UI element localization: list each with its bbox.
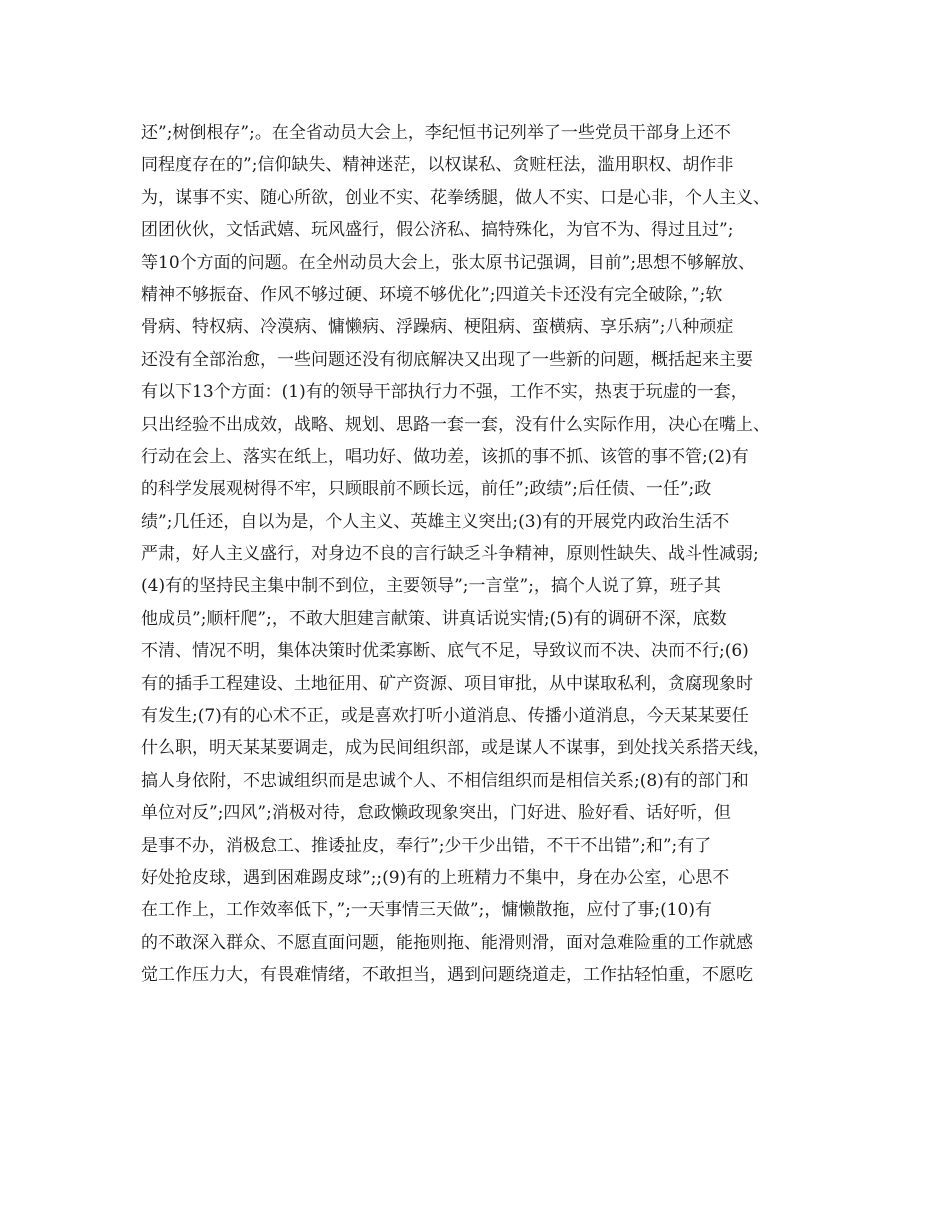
text-line: 是事不办，消极怠工、推诿扯皮，奉行”;少干少出错，不干不出错”;和”;有了 bbox=[141, 835, 712, 856]
text-line: 还”;树倒根存”;。在全省动员大会上，李纪恒书记列举了一些党员干部身上还不 bbox=[141, 123, 731, 143]
text-line: (4)有的坚持民主集中制不到位，主要领导”;一言堂”;，搞个人说了算，班子其 bbox=[141, 576, 721, 597]
text-line: 什么职，明天某某要调走，成为民间组织部，或是谋人不谋事，到处找关系搭天线， bbox=[141, 738, 770, 759]
text-line: 还没有全部治愈，一些问题还没有彻底解决又出现了一些新的问题，概括起来主要 bbox=[141, 349, 753, 370]
text-line: 有发生;(7)有的心术不正，或是喜欢打听小道消息、传播小道消息，今天某某要任 bbox=[141, 706, 749, 727]
text-line: 搞人身依附，不忠诚组织而是忠诚个人、不相信组织而是相信关系;(8)有的部门和 bbox=[141, 770, 749, 791]
text-line: 严肃，好人主义盛行，对身边不良的言行缺乏斗争精神，原则性缺失、战斗性减弱; bbox=[141, 544, 759, 565]
text-line: 的不敢深入群众、不愿直面问题，能拖则拖、能滑则滑，面对急难险重的工作就感 bbox=[141, 932, 753, 953]
text-line: 同程度存在的”;信仰缺失、精神迷茫，以权谋私、贪赃枉法，滥用职权、胡作非 bbox=[141, 155, 734, 176]
text-line: 为，谋事不实、随心所欲，创业不实、花拳绣腿，做人不实、口是心非，个人主义、 bbox=[141, 187, 770, 208]
text-line: 等10个方面的问题。在全州动员大会上，张太原书记强调，目前”;思想不够解放、 bbox=[141, 252, 756, 273]
text-line: 不清、情况不明，集体决策时优柔寡断、底气不足，导致议而不决、决而不行;(6) bbox=[141, 641, 749, 662]
text-line: 有以下13个方面：(1)有的领导干部执行力不强，工作不实，热衷于玩虚的一套， bbox=[141, 382, 748, 403]
text-line: 行动在会上、落实在纸上，唱功好、做功差，该抓的事不抓、该管的事不管;(2)有 bbox=[141, 446, 749, 467]
text-line: 团团伙伙，文恬武嬉、玩风盛行，假公济私、搞特殊化，为官不为、得过且过”; bbox=[141, 220, 734, 241]
text-line: 精神不够振奋、作风不够过硬、环境不够优化”;四道关卡还没有完全破除，”;软 bbox=[141, 284, 723, 305]
text-line: 的科学发展观树得不牢，只顾眼前不顾长远，前任”;政绩”;后任债、一任”;政 bbox=[141, 479, 712, 500]
text-line: 只出经验不出成效，战略、规划、思路一套一套，没有什么实际作用，决心在嘴上、 bbox=[141, 414, 770, 435]
text-line: 好处抢皮球，遇到困难踢皮球”;;(9)有的上班精力不集中，身在办公室，心思不 bbox=[141, 867, 730, 888]
text-line: 有的插手工程建设、土地征用、矿产资源、项目审批，从中谋取私利，贪腐现象时 bbox=[141, 673, 753, 694]
text-line: 在工作上，工作效率低下，”;一天事情三天做”;，慵懒散拖，应付了事;(10)有 bbox=[141, 900, 712, 921]
text-line: 绩”;几任还，自以为是，个人主义、英雄主义突出;(3)有的开展党内政治生活不 bbox=[141, 511, 730, 532]
body-text bbox=[141, 117, 821, 992]
text-line: 他成员”;顺杆爬”;，不敢大胆建言献策、讲真话说实情;(5)有的调研不深，底数 bbox=[141, 608, 727, 629]
text-line: 单位对反”;四风”;消极对待，怠政懒政现象突出，门好进、脸好看、话好听，但 bbox=[141, 803, 731, 824]
text-line: 骨病、特权病、冷漠病、慵懒病、浮躁病、梗阻病、蛮横病、享乐病”;八种顽症 bbox=[141, 317, 734, 338]
text-line: 觉工作压力大，有畏难情绪，不敢担当，遇到问题绕道走，工作拈轻怕重，不愿吃 bbox=[141, 965, 753, 986]
